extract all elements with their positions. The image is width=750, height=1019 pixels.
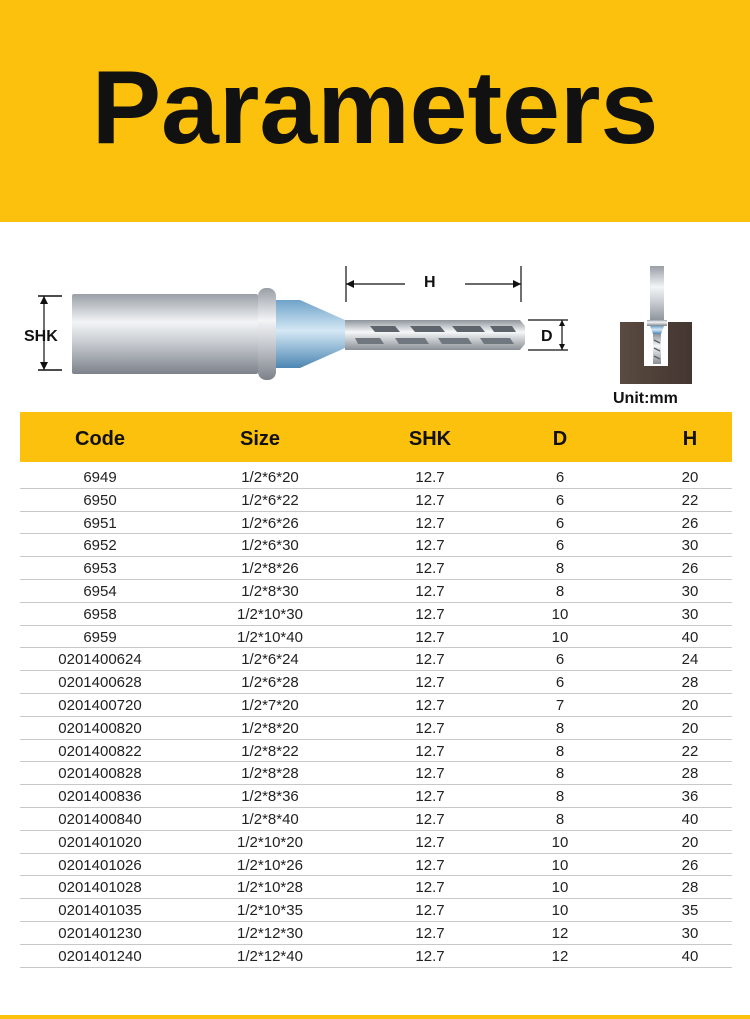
table-row [20, 694, 732, 717]
table-row [20, 740, 732, 763]
cell-code: 0201401240 [58, 947, 142, 965]
cell-shk: 12.7 [415, 879, 445, 897]
cell-size: 1/2*10*35 [237, 902, 303, 920]
cell-code: 0201401028 [58, 879, 142, 897]
cell-h: 22 [681, 742, 699, 760]
cell-size: 1/2*8*26 [241, 560, 299, 578]
cell-shk: 12.7 [415, 924, 445, 942]
cell-code: 6958 [83, 605, 117, 623]
parameter-table [20, 466, 732, 968]
cell-size: 1/2*7*20 [241, 696, 299, 714]
cell-code: 6954 [83, 582, 117, 600]
cell-size: 1/2*6*22 [241, 491, 299, 509]
header-h: H [682, 428, 698, 450]
cell-h: 40 [681, 628, 699, 646]
cell-d: 12 [551, 924, 569, 942]
cell-d: 7 [555, 696, 565, 714]
table-row [20, 876, 732, 899]
cell-size: 1/2*8*40 [241, 810, 299, 828]
table-row [20, 922, 732, 945]
cell-shk: 12.7 [415, 833, 445, 851]
header-d: D [552, 428, 568, 450]
cell-size: 1/2*6*30 [241, 537, 299, 555]
header-size: Size [239, 428, 281, 450]
cell-code: 0201401230 [58, 924, 142, 942]
cell-code: 6953 [83, 560, 117, 578]
cell-d: 6 [555, 491, 565, 509]
shank-label: SHK [24, 328, 58, 345]
table-row [20, 808, 732, 831]
cell-code: 0201400840 [58, 810, 142, 828]
cell-d: 6 [555, 651, 565, 669]
table-header [20, 412, 732, 462]
cell-size: 1/2*8*30 [241, 582, 299, 600]
table-row [20, 557, 732, 580]
cell-shk: 12.7 [415, 902, 445, 920]
table-row [20, 831, 732, 854]
cell-h: 30 [681, 537, 699, 555]
cell-h: 20 [681, 696, 699, 714]
cell-d: 10 [551, 605, 569, 623]
cell-d: 10 [551, 902, 569, 920]
cell-size: 1/2*12*40 [237, 947, 303, 965]
tool-diagram [0, 222, 750, 412]
cell-code: 6951 [83, 514, 117, 532]
cell-h: 30 [681, 582, 699, 600]
cell-code: 0201400820 [58, 719, 142, 737]
cell-shk: 12.7 [415, 947, 445, 965]
cell-shk: 12.7 [415, 696, 445, 714]
cell-code: 0201400628 [58, 674, 142, 692]
cell-h: 30 [681, 605, 699, 623]
cell-code: 0201400624 [58, 651, 142, 669]
cell-code: 0201401020 [58, 833, 142, 851]
cell-size: 1/2*6*26 [241, 514, 299, 532]
router-bit-drawing [0, 222, 750, 412]
cell-shk: 12.7 [415, 742, 445, 760]
cell-h: 26 [681, 560, 699, 578]
cell-h: 22 [681, 491, 699, 509]
table-row [20, 580, 732, 603]
cell-size: 1/2*8*36 [241, 788, 299, 806]
table-row [20, 603, 732, 626]
cell-code: 0201400822 [58, 742, 142, 760]
cell-shk: 12.7 [415, 719, 445, 737]
cell-shk: 12.7 [415, 788, 445, 806]
cell-size: 1/2*8*28 [241, 765, 299, 783]
cell-shk: 12.7 [415, 674, 445, 692]
table-row [20, 854, 732, 877]
cell-code: 0201400836 [58, 788, 142, 806]
cell-d: 8 [555, 742, 565, 760]
cell-shk: 12.7 [415, 628, 445, 646]
cell-shk: 12.7 [415, 810, 445, 828]
cell-size: 1/2*10*30 [237, 605, 303, 623]
cell-d: 6 [555, 537, 565, 555]
cell-size: 1/2*12*30 [237, 924, 303, 942]
cell-size: 1/2*6*24 [241, 651, 299, 669]
title-banner [0, 0, 750, 222]
cell-code: 0201401026 [58, 856, 142, 874]
cell-d: 10 [551, 879, 569, 897]
cell-d: 10 [551, 628, 569, 646]
table-row [20, 512, 732, 535]
cell-d: 8 [555, 788, 565, 806]
cell-h: 30 [681, 924, 699, 942]
cell-d: 6 [555, 674, 565, 692]
cell-h: 28 [681, 674, 699, 692]
cell-h: 20 [681, 719, 699, 737]
cell-code: 0201400828 [58, 765, 142, 783]
header-code: Code [75, 428, 125, 450]
cell-code: 6959 [83, 628, 117, 646]
cell-h: 26 [681, 856, 699, 874]
cell-h: 28 [681, 879, 699, 897]
cell-h: 40 [681, 947, 699, 965]
table-row [20, 648, 732, 671]
cell-d: 10 [551, 856, 569, 874]
cell-shk: 12.7 [415, 469, 445, 486]
cell-size: 1/2*10*40 [237, 628, 303, 646]
cell-h: 20 [681, 469, 699, 486]
cell-shk: 12.7 [415, 582, 445, 600]
cell-shk: 12.7 [415, 605, 445, 623]
cell-d: 6 [555, 469, 565, 486]
table-row [20, 899, 732, 922]
bottom-accent-line [0, 1015, 750, 1019]
table-row [20, 671, 732, 694]
cell-size: 1/2*10*20 [237, 833, 303, 851]
cell-shk: 12.7 [415, 856, 445, 874]
table-row [20, 762, 732, 785]
cell-h: 40 [681, 810, 699, 828]
table-row [20, 534, 732, 557]
cell-h: 24 [681, 651, 699, 669]
height-label: H [424, 274, 436, 291]
table-row [20, 489, 732, 512]
cell-d: 8 [555, 582, 565, 600]
cell-shk: 12.7 [415, 491, 445, 509]
table-row [20, 466, 732, 489]
cell-d: 8 [555, 765, 565, 783]
cell-shk: 12.7 [415, 560, 445, 578]
cell-h: 26 [681, 514, 699, 532]
cell-h: 28 [681, 765, 699, 783]
cell-size: 1/2*10*26 [237, 856, 303, 874]
cell-d: 12 [551, 947, 569, 965]
cell-h: 20 [681, 833, 699, 851]
cell-size: 1/2*8*20 [241, 719, 299, 737]
cell-d: 10 [551, 833, 569, 851]
diameter-label: D [541, 328, 553, 345]
cell-shk: 12.7 [415, 651, 445, 669]
cell-size: 1/2*8*22 [241, 742, 299, 760]
cell-h: 36 [681, 788, 699, 806]
cell-code: 0201400720 [58, 696, 142, 714]
table-row [20, 626, 732, 649]
cell-d: 8 [555, 560, 565, 578]
cell-code: 6950 [83, 491, 117, 509]
cell-d: 8 [555, 719, 565, 737]
cell-code: 6952 [83, 537, 117, 555]
cell-d: 6 [555, 514, 565, 532]
cell-size: 1/2*6*28 [241, 674, 299, 692]
table-row [20, 717, 732, 740]
cell-d: 8 [555, 810, 565, 828]
cell-h: 35 [681, 902, 699, 920]
cell-code: 0201401035 [58, 902, 142, 920]
cell-size: 1/2*6*20 [241, 469, 299, 486]
cell-code: 6949 [83, 469, 117, 486]
cell-shk: 12.7 [415, 537, 445, 555]
table-row [20, 945, 732, 968]
cell-size: 1/2*10*28 [237, 879, 303, 897]
table-row [20, 785, 732, 808]
page-title: Parameters [91, 50, 659, 166]
cell-shk: 12.7 [415, 514, 445, 532]
header-shk: SHK [408, 428, 452, 450]
unit-label: Unit:mm [613, 390, 678, 407]
cell-shk: 12.7 [415, 765, 445, 783]
